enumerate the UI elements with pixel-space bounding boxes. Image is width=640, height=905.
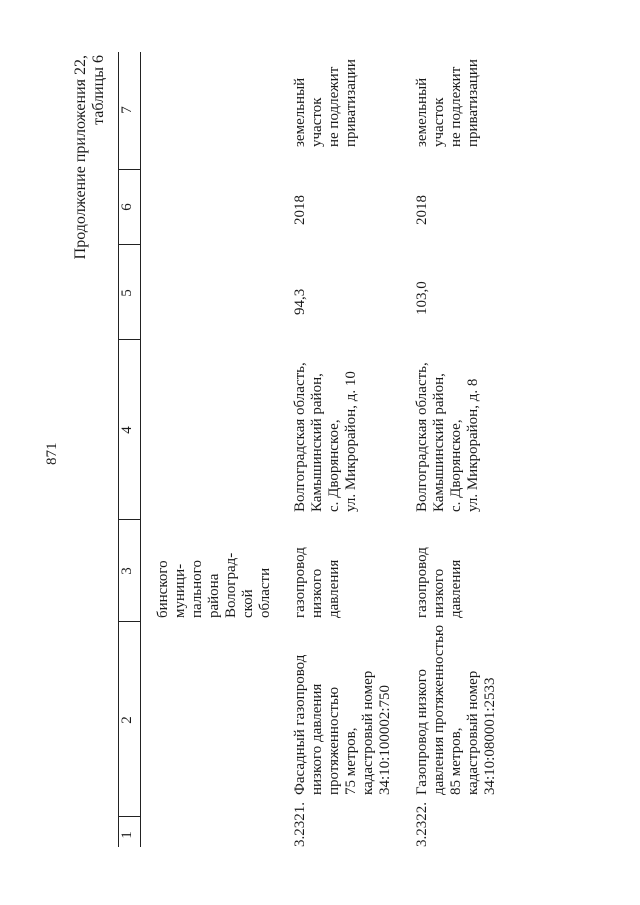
column-number-6: 6 xyxy=(119,203,135,211)
object-address: Волгоградская область, Камышинский район, с. Дворянское, ул. Микрорайон, д. 8 xyxy=(414,362,481,512)
col-divider xyxy=(118,339,140,340)
column-number-5: 5 xyxy=(119,289,135,297)
object-type: газопровод низкого давления xyxy=(414,547,464,618)
object-type: газопровод низкого давления xyxy=(292,547,342,618)
object-year: 2018 xyxy=(414,195,430,225)
object-year: 2018 xyxy=(292,195,308,225)
col-divider xyxy=(118,519,140,520)
object-note: земельный участок не подлежит приватизации xyxy=(292,59,359,147)
column-number-1: 1 xyxy=(119,831,135,839)
row-number: 3.2321. xyxy=(292,802,308,847)
column-number-4: 4 xyxy=(119,426,135,434)
column-number-2: 2 xyxy=(119,716,135,724)
column-number-3: 3 xyxy=(119,567,135,575)
object-address: Волгоградская область, Камышинский район, с. Дворянское, ул. Микрорайон, д. 10 xyxy=(292,362,359,512)
caption-line-2: таблицы 6 xyxy=(90,55,107,125)
object-name: Фасадный газопровод низкого давления протяженностью 75 метров, кадастровый номер 34:10:100002:750 xyxy=(292,654,393,795)
col-divider xyxy=(118,169,140,170)
row-number: 3.2322. xyxy=(414,802,430,847)
header-bottom-border xyxy=(140,52,141,847)
object-name: Газопровод низкого давления протяженностью 85 метров, кадастровый номер 34:10:080001:2533 xyxy=(414,624,498,795)
object-value: 103,0 xyxy=(414,281,430,315)
col-divider xyxy=(118,621,140,622)
page-number: 871 xyxy=(44,442,60,465)
col-divider xyxy=(118,244,140,245)
object-value: 94,3 xyxy=(292,288,308,315)
table-caption xyxy=(72,55,108,345)
continuation-cell: бинского муници- пального района Волоград- ской области xyxy=(155,552,273,618)
caption-line-1: Продолжение приложения 22, xyxy=(72,55,89,260)
col-divider xyxy=(118,816,140,817)
column-number-7: 7 xyxy=(119,106,135,114)
object-note: земельный участок не подлежит приватизации xyxy=(414,59,481,147)
